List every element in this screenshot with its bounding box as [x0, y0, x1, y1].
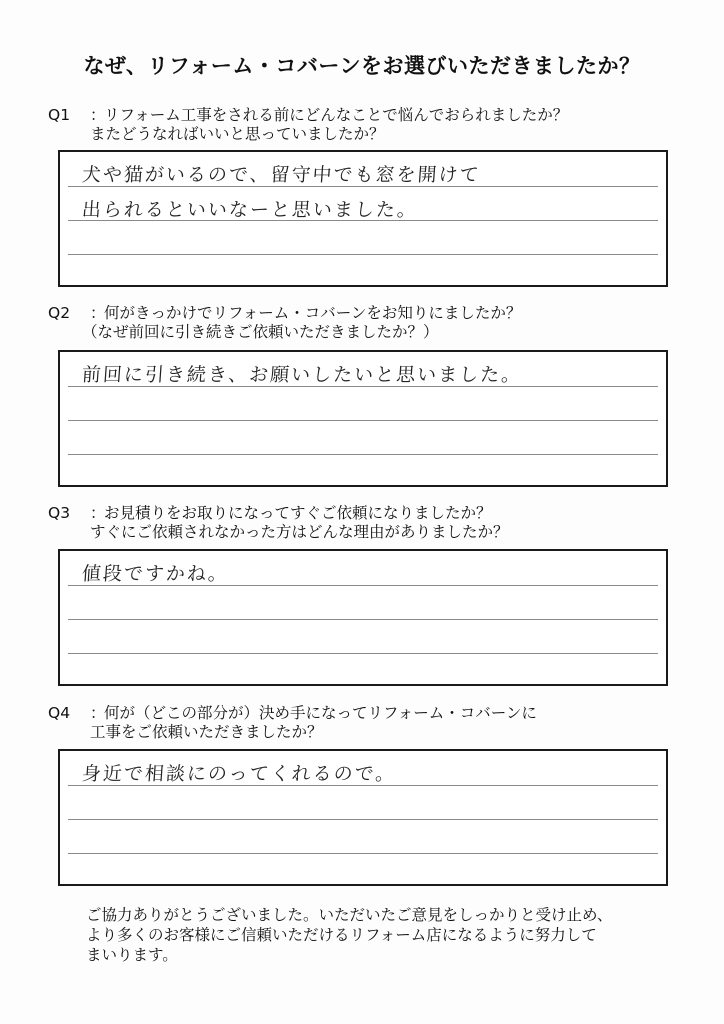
closing-line: より多くのお客様にご信頼いただけるリフォーム店になるように努力して — [86, 926, 597, 944]
question-text-line1: お見積りをお取りになってすぐご依頼になりましたか？ — [104, 504, 492, 522]
question-number: Q3 — [48, 504, 71, 522]
writing-line — [68, 454, 658, 455]
question-text-line2: またどうなればいいと思っていましたか？ — [90, 125, 385, 143]
question-text-line2: （なぜ前回に引き続きご依頼いただきましたか？） — [82, 323, 439, 341]
writing-line — [68, 853, 658, 854]
handwritten-answer-line1: 前回に引き続き、お願いしたいと思いました。 — [81, 364, 523, 386]
question-text-line2: すぐにご依頼されなかった方はどんな理由がありましたか？ — [90, 523, 509, 541]
answer-box-1 — [58, 150, 668, 287]
handwritten-answer-line1: 身近で相談にのってくれるので。 — [81, 763, 398, 785]
question-3: Q3 ：お見積りをお取りになってすぐご依頼になりましたか？ すぐにご依頼されなかった方はどんな理由がありましたか？ — [48, 504, 509, 541]
writing-line — [68, 653, 658, 654]
answer-box-2 — [58, 350, 668, 487]
closing-line: ご協力ありがとうございました。いただいたご意見をしっかりと受け止め、 — [86, 906, 613, 924]
handwritten-answer-line1: 犬や猫がいるので、留守中でも窓を開けて — [81, 164, 482, 186]
question-text-line2: 工事をご依頼いただきましたか？ — [90, 723, 323, 741]
handwritten-answer-line1: 値段ですかね。 — [81, 563, 230, 585]
handwritten-answer-line2: 出られるといいなーと思いました。 — [81, 199, 419, 221]
question-4: Q4 ：何が（どこの部分が）決め手になってリフォーム・コバーンに 工事をご依頼いただきましたか？ — [48, 704, 537, 741]
writing-line — [68, 819, 658, 820]
question-1: Q1 ：リフォーム工事をされる前にどんなことで悩んでおられましたか？ またどうなればいいと思っていましたか？ — [48, 106, 569, 143]
question-text-line1: 何がきっかけでリフォーム・コバーンをお知りにましたか？ — [104, 304, 522, 322]
question-number: Q1 — [48, 106, 71, 124]
question-text-line1: リフォーム工事をされる前にどんなことで悩んでおられましたか？ — [104, 106, 569, 124]
page-title: なぜ、リフォーム・コバーンをお選びいただきましたか？ — [83, 54, 641, 78]
answer-box-4 — [58, 749, 668, 886]
writing-line — [68, 254, 658, 255]
writing-line — [68, 619, 658, 620]
question-text-line1: 何が（どこの部分が）決め手になってリフォーム・コバーンに — [104, 704, 537, 722]
question-number: Q4 — [48, 704, 71, 722]
writing-line — [68, 420, 658, 421]
question-2: Q2 ：何がきっかけでリフォーム・コバーンをお知りにましたか？ （なぜ前回に引き続きご依頼いただきましたか？） — [48, 304, 522, 341]
closing-message — [86, 905, 612, 965]
question-number: Q2 — [48, 304, 71, 322]
answer-box-3 — [58, 549, 668, 686]
closing-line: まいります。 — [86, 946, 178, 964]
